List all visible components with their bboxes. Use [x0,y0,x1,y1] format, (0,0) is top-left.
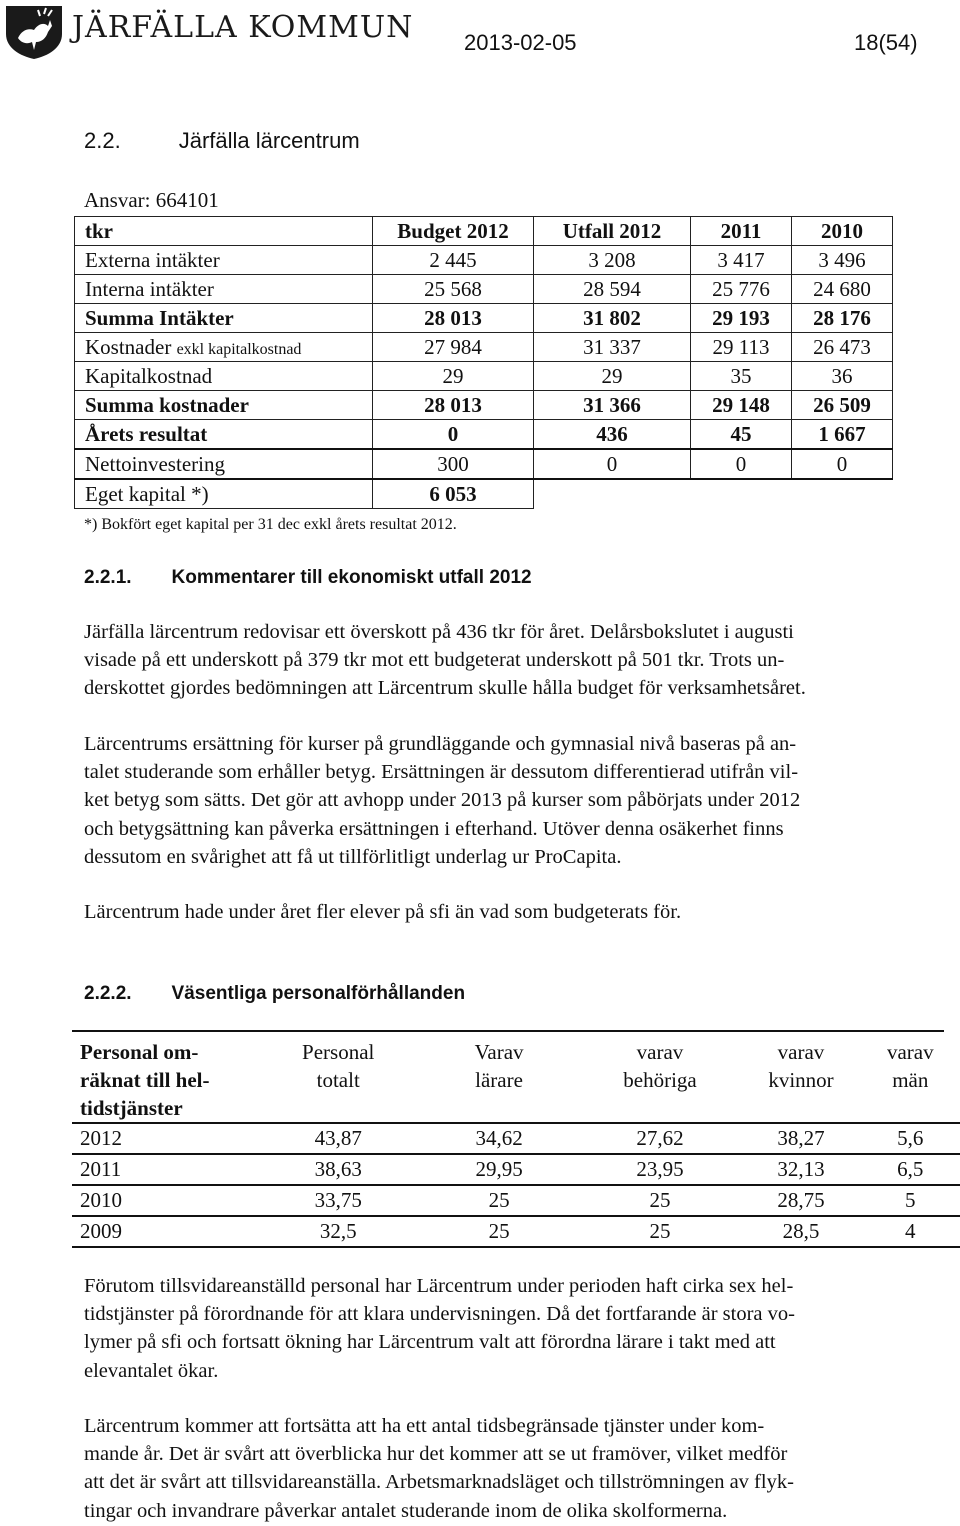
table-row [75,420,893,450]
row-label-main: Kostnader [85,334,172,359]
cell: 2010 [72,1185,257,1216]
row-label: Interna intäkter [75,275,373,304]
cell: 2009 [72,1216,257,1247]
header-cell: 2011 [691,217,792,246]
table-row [75,333,893,362]
table-row [72,1154,960,1185]
cell: 0 [534,449,691,479]
text-line: mande år. Det är svårt att överblicka hur det kommer att se ut framöver, vilket medför [84,1443,788,1466]
organization-name: JÄRFÄLLA KOMMUN [72,10,414,45]
row-label [75,333,373,362]
header-cell [72,1030,257,1123]
cell: 300 [373,449,534,479]
text-line: derskottet gjordes bedömningen att Lärcentrum skulle hålla budget för verksamhetsåret. [84,677,806,700]
paragraph [84,1412,944,1525]
header-line: behöriga [623,1068,697,1092]
row-label: Summa Intäkter [75,304,373,333]
section-number: 2.2. [84,128,121,153]
section-title: Järfälla lärcentrum [178,128,360,153]
table-row [72,1216,960,1247]
ansvar-label: Ansvar: 664101 [84,188,219,212]
subsection-title: Väsentliga personalförhållanden [171,983,466,1004]
text-line: Lärcentrum kommer att fortsätta att ha ett antal tidsbegränsade tjänster under kom- [84,1415,765,1437]
text-line: visade på ett underskott på 379 tkr mot ett budgeterat underskott på 501 tkr. Trots un- [84,649,785,672]
subsection-number: 2.2.1. [84,567,132,588]
cell: 25 [420,1216,579,1247]
header-cell: Utfall 2012 [534,217,691,246]
header-cell [257,1030,420,1123]
empty-cell [534,479,893,509]
table-row [75,304,893,333]
header-line: totalt [316,1068,360,1092]
header-line: Personal om- [80,1040,199,1064]
text-line: ket betyg som sätts. Det gör att avhopp under 2013 på kurser som påbörjats under 2012 [84,789,801,812]
cell: 2012 [72,1123,257,1154]
cell: 26 473 [792,333,893,362]
header-line: varav [886,1040,934,1064]
cell: 28 176 [792,304,893,333]
staff-table [72,1030,960,1248]
cell: 5 [861,1185,960,1216]
coat-of-arms-logo-icon [4,4,64,60]
table-row [75,362,893,391]
text-line: dessutom en svårighet att få ut tillförlitligt underlag ur ProCapita. [84,845,622,868]
cell: 2011 [72,1154,257,1185]
cell: 23,95 [579,1154,742,1185]
cell: 28,75 [741,1185,860,1216]
cell: 32,5 [257,1216,420,1247]
row-label: Eget kapital *) [75,479,373,509]
text-line: lymer på sfi och fortsatt ökning har Lärcentrum valt att förordna lärare i takt med att [84,1331,776,1354]
cell: 2 445 [373,246,534,275]
cell: 28,5 [741,1216,860,1247]
row-label: Årets resultat [75,420,373,450]
text-line: Förutom tillsvidareanställd personal har Lärcentrum under perioden haft cirka sex hel- [84,1275,794,1297]
header-cell [741,1030,860,1123]
header-cell [579,1030,742,1123]
cell: 43,87 [257,1123,420,1154]
cell: 38,27 [741,1123,860,1154]
cell: 5,6 [861,1123,960,1154]
cell: 25 568 [373,275,534,304]
cell: 34,62 [420,1123,579,1154]
header-line: män [892,1068,929,1092]
cell: 28 594 [534,275,691,304]
paragraph [84,1272,944,1385]
header-line: tidstjänster [80,1096,183,1120]
finance-table [74,216,893,509]
table-header-row [75,217,893,246]
subsection-heading [84,983,465,1005]
header-line: Personal [302,1040,375,1064]
text-line: Lärcentrum hade under året fler elever på sfi än vad som budgeterats för. [84,901,682,923]
cell: 26 509 [792,391,893,420]
header-line: varav [777,1040,825,1064]
cell: 0 [691,449,792,479]
cell: 32,13 [741,1154,860,1185]
cell: 0 [792,449,893,479]
cell: 27,62 [579,1123,742,1154]
cell: 25 [420,1185,579,1216]
cell: 29 113 [691,333,792,362]
table-row [75,449,893,479]
cell: 3 417 [691,246,792,275]
header-cell: 2010 [792,217,893,246]
text-line: Lärcentrums ersättning för kurser på grundläggande och gymnasial nivå baseras på an- [84,733,797,755]
table-row [72,1123,960,1154]
table-header-row [72,1030,960,1123]
cell: 31 802 [534,304,691,333]
text-line: att det är svårt att tillsvidareanställa. Arbetsmarknadsläget och tillströmningen av flyk- [84,1471,794,1494]
cell: 29 [373,362,534,391]
subsection-heading [84,567,532,589]
row-label: Nettoinvestering [75,449,373,479]
cell: 38,63 [257,1154,420,1185]
cell: 4 [861,1216,960,1247]
cell: 35 [691,362,792,391]
table-row [75,479,893,509]
cell: 25 [579,1185,742,1216]
finance-footnote: *) Bokfört eget kapital per 31 dec exkl årets resultat 2012. [84,516,457,533]
cell: 31 366 [534,391,691,420]
text-line: Järfälla lärcentrum redovisar ett överskott på 436 tkr för året. Delårsbokslutet i augusti [84,621,794,643]
cell: 29 148 [691,391,792,420]
cell: 29 193 [691,304,792,333]
header-line: kvinnor [768,1068,834,1092]
cell: 36 [792,362,893,391]
header-line: Varav [474,1040,524,1064]
cell: 25 776 [691,275,792,304]
cell: 29 [534,362,691,391]
paragraph [84,618,944,703]
paragraph [84,730,944,871]
cell: 3 496 [792,246,893,275]
cell: 33,75 [257,1185,420,1216]
text-line: tingar och invandrare påverkar antalet studerande inom de olika skolformerna. [84,1499,728,1522]
row-label: Summa kostnader [75,391,373,420]
text-line: och betygsättning kan påverka ersättningen i efterhand. Utöver denna osäkerhet finns [84,817,784,840]
cell: 0 [373,420,534,450]
cell: 436 [534,420,691,450]
cell: 28 013 [373,304,534,333]
cell: 1 667 [792,420,893,450]
cell: 24 680 [792,275,893,304]
table-row [75,246,893,275]
section-heading [84,128,360,154]
table-row [75,275,893,304]
header-cell: Budget 2012 [373,217,534,246]
cell: 3 208 [534,246,691,275]
cell: 25 [579,1216,742,1247]
table-row [72,1185,960,1216]
table-row [75,391,893,420]
subsection-title: Kommentarer till ekonomiskt utfall 2012 [171,567,532,588]
header-line: lärare [475,1068,523,1092]
text-line: tidstjänster på förordnande för att klara undervisningen. Då det fortfarande är stora vo- [84,1303,795,1326]
header-cell [420,1030,579,1123]
row-label: Externa intäkter [75,246,373,275]
row-label-note: exkl kapitalkostnad [176,340,302,358]
cell: 6,5 [861,1154,960,1185]
cell: 31 337 [534,333,691,362]
page-number: 18(54) [854,30,918,55]
header-line: varav [636,1040,684,1064]
text-line: talet studerande som erhåller betyg. Ersättningen är dessutom differentierad utifrån vil- [84,761,799,784]
cell: 29,95 [420,1154,579,1185]
cell: 28 013 [373,391,534,420]
subsection-number: 2.2.2. [84,983,132,1004]
cell: 6 053 [373,479,534,509]
document-date: 2013-02-05 [464,30,577,55]
cell: 27 984 [373,333,534,362]
row-label: Kapitalkostnad [75,362,373,391]
header-cell [861,1030,960,1123]
header-cell: tkr [75,217,373,246]
paragraph [84,898,944,926]
cell: 45 [691,420,792,450]
text-line: elevantalet ökar. [84,1359,219,1382]
header-line: räknat till hel- [80,1068,210,1092]
